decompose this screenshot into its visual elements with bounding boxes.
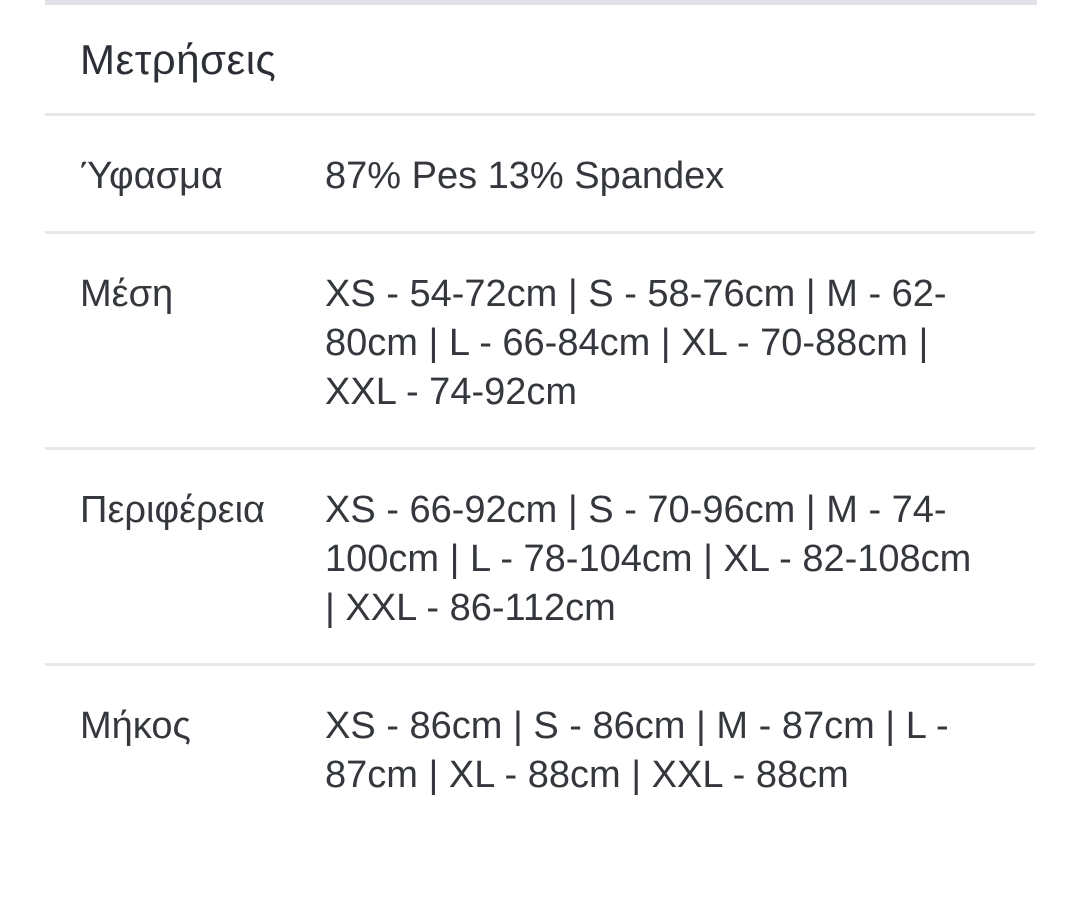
spec-row-waist	[0, 234, 1080, 447]
spec-row-fabric	[0, 116, 1080, 231]
spec-label-hips: Περιφέρεια	[80, 489, 265, 531]
spec-label-length: Μήκος	[80, 705, 191, 747]
spec-value-hips: XS - 66-92cm | S - 70-96cm | M - 74-100cm | L - 78-104cm | XL - 82-108cm | XXL - 86-112cm	[325, 489, 972, 629]
spec-row-length	[0, 666, 1080, 830]
spec-value-waist: XS - 54-72cm | S - 58-76cm | M - 62-80cm | L - 66-84cm | XL - 70-88cm | XXL - 74-92cm	[325, 273, 947, 413]
spec-label-fabric: Ύφασμα	[80, 155, 223, 197]
spec-value-fabric: 87% Pes 13% Spandex	[325, 155, 725, 197]
spec-label-waist: Μέση	[80, 273, 174, 315]
section-title: Μετρήσεις	[80, 36, 277, 83]
spec-value-length: XS - 86cm | S - 86cm | M - 87cm | L - 87cm | XL - 88cm | XXL - 88cm	[325, 705, 949, 796]
top-partial-divider	[45, 0, 1037, 5]
spec-row-hips	[0, 450, 1080, 663]
